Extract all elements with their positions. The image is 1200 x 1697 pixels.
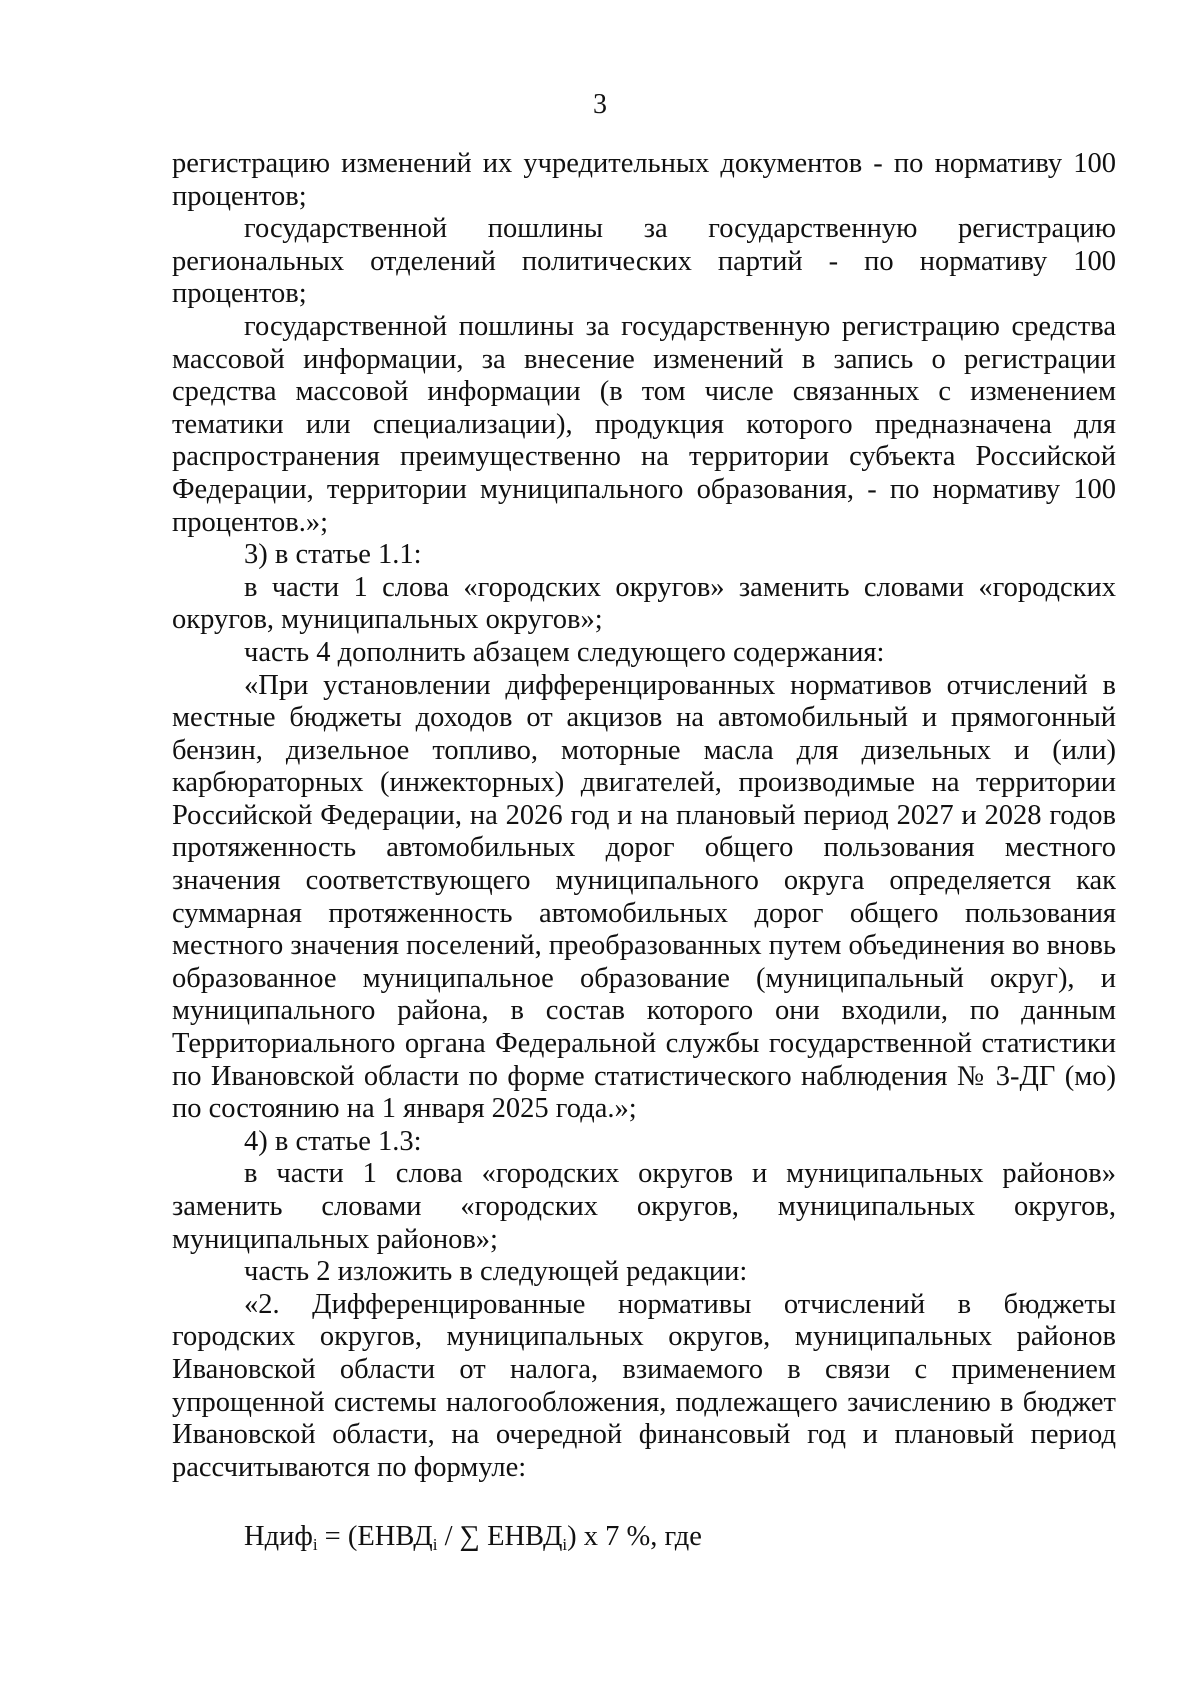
paragraph: в части 1 слова «городских округов» заменить словами «городских округов, муниципальных округов»;: [172, 571, 1116, 636]
paragraph: государственной пошлины за государственную регистрацию средства массовой информации, за внесение изменений в запись о регистрации средства массовой информации (в том числе связанных с изменением тематики или специализации), продукция которого предназначена для распространения преимущественно на территории субъекта Российской Федерации, территории муниципального образования, - по нормативу 100 процентов.»;: [172, 310, 1116, 538]
formula-lhs: Ндиф: [244, 1521, 313, 1552]
paragraph: 3) в статье 1.1:: [244, 539, 422, 571]
formula-eq-open: = (ЕНВД: [317, 1521, 433, 1552]
formula-slash-sum: / ∑ ЕНВД: [437, 1521, 563, 1552]
formula: [244, 1520, 702, 1554]
formula-subscript: i: [562, 1535, 568, 1554]
formula-subscript: i: [312, 1535, 318, 1554]
paragraph: часть 2 изложить в следующей редакции:: [244, 1256, 748, 1288]
document-body: [172, 148, 1116, 1484]
paragraph: в части 1 слова «городских округов и муниципальных районов» заменить словами «городских округов, муниципальных округов, муниципальных районов»;: [172, 1158, 1116, 1255]
paragraph: часть 4 дополнить абзацем следующего содержания:: [244, 636, 885, 668]
paragraph: «2. Дифференцированные нормативы отчислений в бюджеты городских округов, муниципальных округов, муниципальных районов Ивановской области от налога, взимаемого в связи с применением упрощенной системы налогообложения, подлежащего зачислению в бюджет Ивановской области, на очередной финансовый год и плановый период рассчитываются по формуле:: [172, 1288, 1116, 1483]
paragraph: государственной пошлины за государственную регистрацию региональных отделений политических партий - по нормативу 100 процентов;: [172, 213, 1116, 310]
paragraph: регистрацию изменений их учредительных документов - по нормативу 100 процентов;: [172, 148, 1116, 212]
formula-tail: ) x 7 %, где: [567, 1521, 702, 1552]
formula-subscript: i: [432, 1535, 438, 1554]
paragraph: «При установлении дифференцированных нормативов отчислений в местные бюджеты доходов от акцизов на автомобильный и прямогонный бензин, дизельное топливо, моторные масла для дизельных и (или) карбюраторных (инжекторных) двигателей, производимые на территории Российской Федерации, на 2026 год и на плановый период 2027 и 2028 годов протяженность автомобильных дорог общего пользования местного значения соответствующего муниципального округа определяется как суммарная протяженность автомобильных дорог общего пользования местного значения поселений, преобразованных путем объединения во вновь образованное муниципальное образование (муниципальный округ), и муниципального района, в состав которого они входили, по данным Территориального органа Федеральной службы государственной статистики по Ивановской области по форме статистического наблюдения № 3-ДГ (мо) по состоянию на 1 января 2025 года.»;: [172, 669, 1116, 1125]
paragraph: 4) в статье 1.3:: [244, 1125, 422, 1157]
page-number: 3: [593, 89, 607, 120]
